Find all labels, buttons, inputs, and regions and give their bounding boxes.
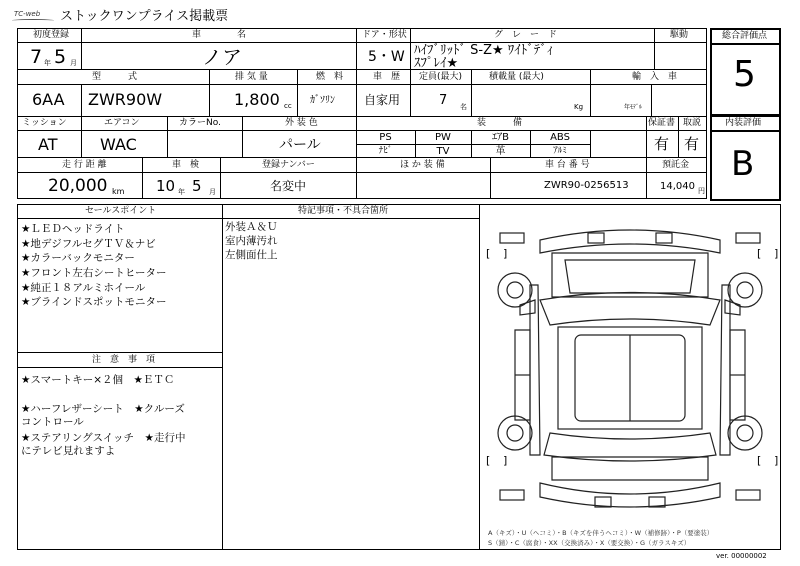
note-item: にテレビ見れますよ: [21, 445, 116, 457]
capacity-label: 定員(最大): [419, 72, 463, 82]
capacity-unit: 名: [460, 103, 467, 111]
bracket: ]: [774, 247, 779, 260]
note-item: ★スマートキー×２個 ★ＥＴＣ: [21, 374, 175, 386]
bracket: ]: [503, 247, 508, 260]
plate-label: 登録ナンバー: [262, 160, 315, 170]
inspection-label: 車 検: [172, 160, 200, 170]
deposit-value: 14,040: [660, 181, 695, 192]
equip-pw: PW: [435, 132, 451, 143]
mileage-label: 走 行 距 離: [62, 160, 107, 170]
warranty-value: 有: [654, 135, 670, 153]
car-name-label: 車 名: [192, 30, 247, 40]
car-damage-diagram: [480, 205, 780, 525]
grade-line-2: ｽﾌﾟﾚｲ★: [414, 56, 459, 71]
page-title: ストックワンプライス掲載票: [60, 9, 229, 24]
notes-title: 注 意 事 項: [92, 355, 156, 365]
sales-point-item: ★ブラインドスポットモニター: [21, 296, 167, 308]
special-notes-title: 特記事項・不具合箇所: [298, 206, 389, 216]
sales-point-item: ★フロント左右シートヒーター: [21, 267, 167, 279]
model-prefix: 6AA: [32, 90, 65, 109]
aircon-label: エアコン: [104, 118, 140, 128]
legend-line-1: A（キズ）・U（ヘコミ）・B（キズを伴うヘコミ）・W（補修跡）・P（要塗装）: [488, 529, 714, 537]
notes-top-line: [17, 352, 222, 353]
logo-swoosh: [12, 19, 54, 22]
inspection-year-unit: 年: [178, 188, 185, 196]
mission-label: ミッション: [22, 118, 67, 128]
bracket: [: [486, 247, 491, 260]
first-reg-year-unit: 年: [44, 59, 51, 67]
plate-value: 名変中: [270, 179, 307, 193]
door-value: 5・W: [368, 49, 405, 65]
type-label: 車 歴: [373, 72, 401, 82]
note-item: ★ステアリングスイッチ ★走行中: [21, 432, 186, 444]
sales-point-item: ★純正１８アルミホイール: [21, 282, 146, 294]
special-note-item: 外装Ａ＆Ｕ: [225, 221, 278, 233]
legend-line-2: S（錆）・C（腐食）・XX（交換済み）・X（要交換）・G（ガラスキズ）: [488, 539, 691, 547]
bracket: ]: [774, 454, 779, 467]
note-item: ★ハーフレザーシート ★クルーズ: [21, 403, 185, 415]
mission-value: AT: [38, 135, 58, 154]
fuel-value: ｶﾞｿﾘﾝ: [310, 95, 335, 106]
chassis-label: 車 台 番 号: [545, 160, 590, 170]
equip-abs: ABS: [550, 132, 570, 143]
capacity-value: 7: [439, 93, 448, 108]
load-label: 積載量 (最大): [489, 72, 544, 82]
manual-value: 有: [684, 135, 700, 153]
chassis-value: ZWR90-0256513: [544, 180, 629, 191]
aircon-value: WAC: [100, 135, 137, 154]
grade-label: グ レ ー ド: [494, 30, 558, 40]
load-unit: Kg: [574, 103, 584, 111]
model-value: ZWR90W: [88, 90, 163, 109]
mileage-value: 20,000: [48, 176, 108, 196]
deposit-label: 預託金: [662, 160, 690, 170]
sales-points-title: セールスポイント: [85, 206, 157, 216]
exterior-color-value: パール: [279, 137, 321, 153]
sales-point-item: ★カラーバックモニター: [21, 252, 135, 264]
manual-label: 取説: [683, 118, 702, 128]
first-reg-month: 5: [54, 46, 67, 68]
type-value: 自家用: [364, 93, 401, 107]
deposit-unit: 円: [698, 187, 705, 195]
equip-tv: TV: [436, 146, 450, 157]
displacement-label: 排 気 量: [235, 72, 268, 82]
model-label: 型 式: [92, 72, 138, 82]
bracket: [: [486, 454, 491, 467]
note-item: コントロール: [21, 416, 84, 428]
color-no-label: カラーNo.: [179, 118, 221, 128]
bracket: ]: [503, 454, 508, 467]
door-label: ドア・形状: [362, 30, 407, 40]
mileage-unit: km: [112, 187, 125, 196]
equip-leather: 革: [495, 146, 506, 157]
equip-navi: ﾅﾋﾞ: [378, 146, 393, 156]
bracket: [: [757, 247, 762, 260]
drive-label: 駆動: [670, 30, 689, 40]
sales-points-header-line: [17, 218, 480, 219]
notes-header-line: [17, 367, 222, 368]
first-reg-year: 7: [30, 46, 43, 68]
equip-airbag: ｴｱB: [492, 132, 509, 143]
inspection-month: 5: [192, 177, 202, 195]
sales-points-divider: [222, 204, 223, 550]
equipment-label: 装 備: [477, 118, 523, 128]
car-name-value: ノア: [202, 45, 242, 69]
sales-point-item: ★地デジフルセグＴＶ＆ナビ: [21, 238, 156, 250]
displacement-value: 1,800: [234, 90, 280, 109]
special-note-item: 室内薄汚れ: [225, 235, 278, 247]
version-label: ver. 00000002: [716, 552, 767, 560]
import-label: 輸 入 車: [632, 72, 678, 82]
equip-ps: PS: [379, 132, 392, 143]
warranty-label: 保証書: [648, 118, 676, 128]
bracket: [: [757, 454, 762, 467]
import-note: 年ﾓﾃﾞﾙ: [624, 104, 643, 111]
import-divider: [651, 84, 652, 117]
displacement-unit: cc: [284, 102, 292, 110]
other-equip-label: ほ か 装 備: [400, 160, 445, 170]
overall-score-label: 総合評価点: [722, 31, 768, 41]
first-reg-month-unit: 月: [70, 59, 77, 67]
sales-point-item: ★ＬＥＤヘッドライト: [21, 223, 125, 235]
grade-line-1: ﾊｲﾌﾞﾘｯﾄﾞ S-Z★ ﾜｲﾄﾞﾃﾞｨ: [414, 43, 554, 58]
interior-score-label: 内装評価: [725, 118, 762, 128]
tcweb-logo: TC-web: [14, 10, 41, 18]
equip-alumi: ｱﾙﾐ: [553, 146, 567, 156]
interior-score-value: B: [731, 144, 755, 184]
exterior-color-label: 外 装 色: [285, 118, 318, 128]
inspection-year: 10: [156, 177, 176, 195]
special-note-item: 左側面仕上: [225, 249, 278, 261]
first-reg-label: 初度登録: [33, 30, 70, 40]
overall-score-value: 5: [733, 54, 756, 95]
fuel-label: 燃 料: [316, 72, 344, 82]
inspection-month-unit: 月: [209, 188, 216, 196]
